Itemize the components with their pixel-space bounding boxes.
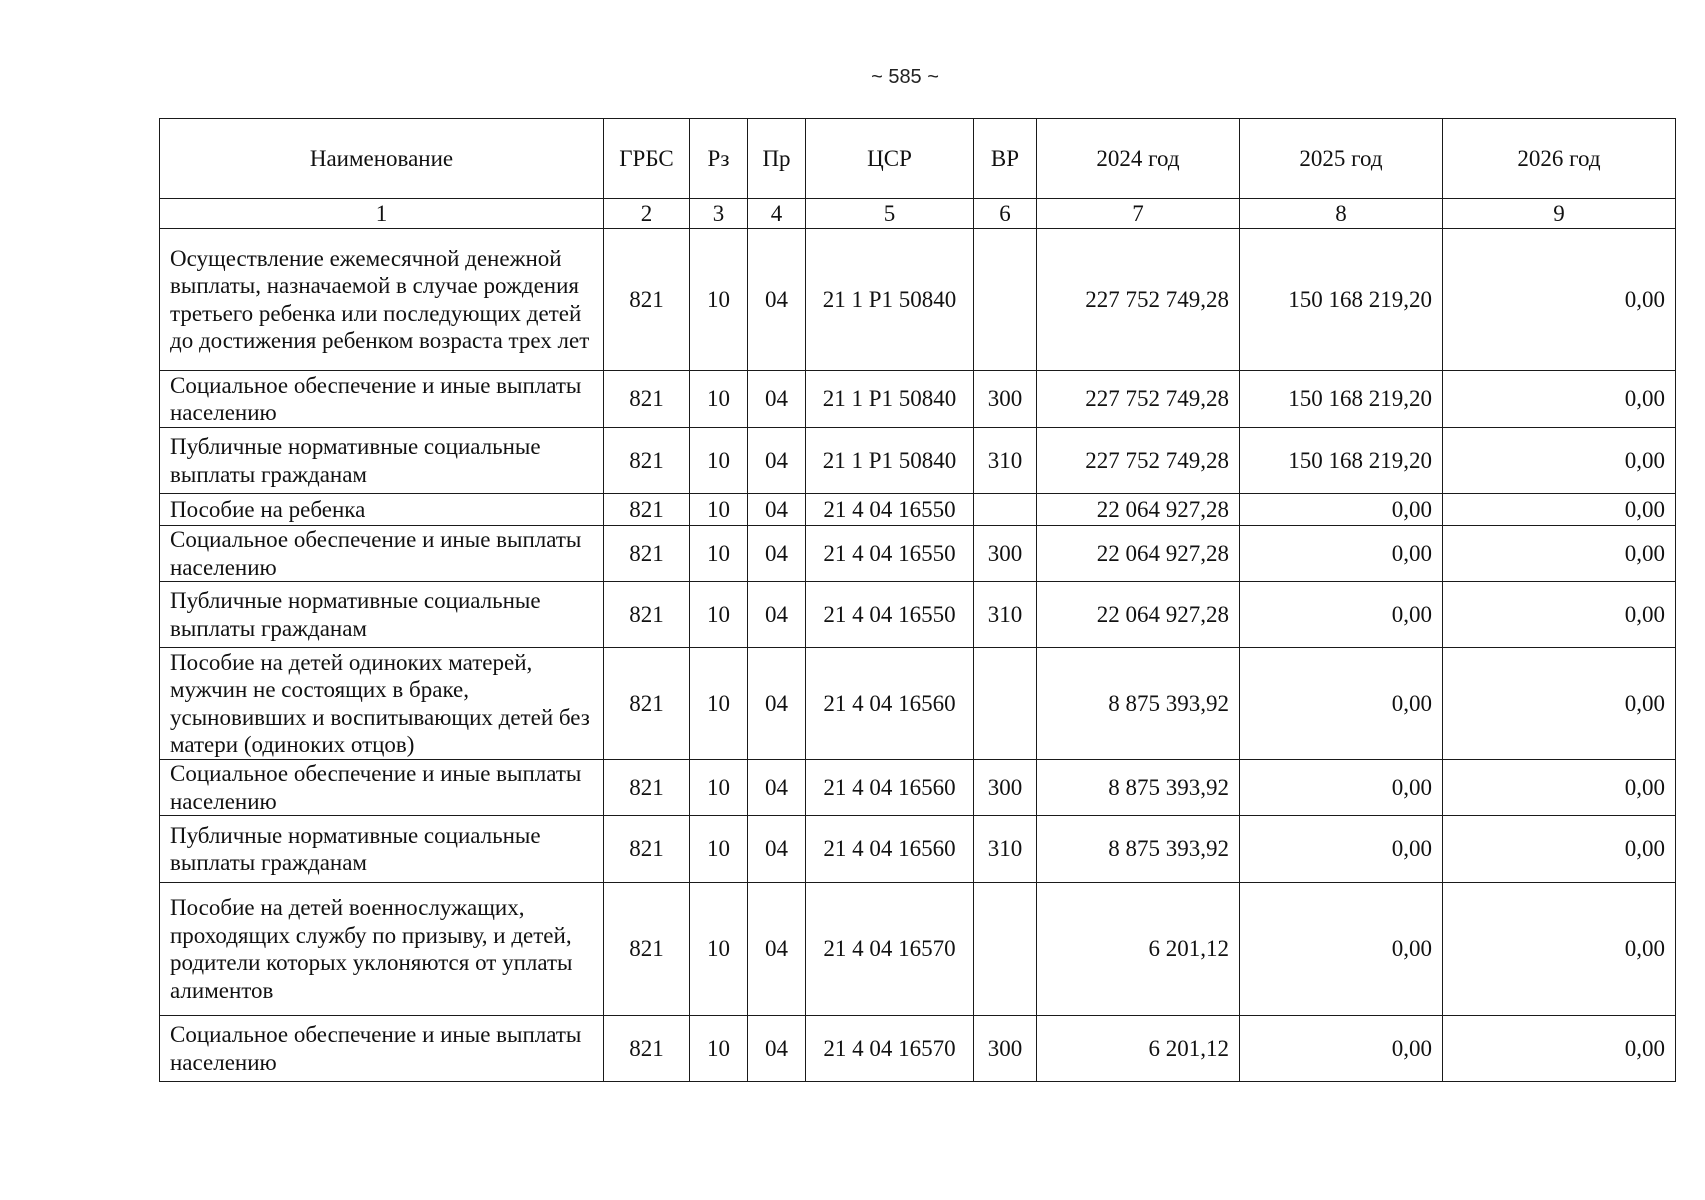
row-rz: 10 [690, 229, 748, 371]
column-number: 2 [604, 199, 690, 229]
header-pr: Пр [748, 119, 806, 199]
row-2025: 0,00 [1240, 883, 1443, 1016]
row-rz: 10 [690, 1016, 748, 1082]
row-vr [974, 883, 1037, 1016]
row-2025: 0,00 [1240, 760, 1443, 816]
row-2026: 0,00 [1443, 526, 1676, 582]
row-name: Пособие на детей одиноких матерей, мужчин не состоящих в браке, усыновивших и воспитывающих детей без матери (одиноких отцов) [160, 648, 604, 760]
row-vr: 300 [974, 371, 1037, 428]
row-name: Социальное обеспечение и иные выплаты населению [160, 526, 604, 582]
row-pr: 04 [748, 582, 806, 648]
column-number: 4 [748, 199, 806, 229]
row-2024: 22 064 927,28 [1037, 526, 1240, 582]
row-2025: 0,00 [1240, 816, 1443, 883]
column-number: 1 [160, 199, 604, 229]
row-grbs: 821 [604, 1016, 690, 1082]
row-pr: 04 [748, 494, 806, 526]
row-2024: 8 875 393,92 [1037, 648, 1240, 760]
row-rz: 10 [690, 582, 748, 648]
row-csr: 21 4 04 16570 [806, 1016, 974, 1082]
row-pr: 04 [748, 816, 806, 883]
row-2024: 227 752 749,28 [1037, 371, 1240, 428]
row-grbs: 821 [604, 883, 690, 1016]
row-2025: 0,00 [1240, 1016, 1443, 1082]
table-row [160, 648, 1676, 760]
row-grbs: 821 [604, 582, 690, 648]
header-vr: ВР [974, 119, 1037, 199]
row-rz: 10 [690, 371, 748, 428]
row-name: Социальное обеспечение и иные выплаты населению [160, 1016, 604, 1082]
row-2024: 6 201,12 [1037, 1016, 1240, 1082]
row-pr: 04 [748, 1016, 806, 1082]
row-name: Публичные нормативные социальные выплаты гражданам [160, 582, 604, 648]
row-pr: 04 [748, 428, 806, 494]
row-name: Социальное обеспечение и иные выплаты населению [160, 760, 604, 816]
table-row [160, 428, 1676, 494]
row-2026: 0,00 [1443, 582, 1676, 648]
row-name: Публичные нормативные социальные выплаты гражданам [160, 816, 604, 883]
row-csr: 21 4 04 16570 [806, 883, 974, 1016]
row-vr [974, 494, 1037, 526]
row-pr: 04 [748, 229, 806, 371]
row-name: Пособие на ребенка [160, 494, 604, 526]
row-csr: 21 4 04 16560 [806, 760, 974, 816]
row-2025: 150 168 219,20 [1240, 229, 1443, 371]
row-2025: 150 168 219,20 [1240, 428, 1443, 494]
row-2024: 22 064 927,28 [1037, 494, 1240, 526]
row-2024: 8 875 393,92 [1037, 760, 1240, 816]
row-vr: 310 [974, 582, 1037, 648]
row-2024: 227 752 749,28 [1037, 229, 1240, 371]
row-grbs: 821 [604, 371, 690, 428]
row-rz: 10 [690, 816, 748, 883]
header-rz: Рз [690, 119, 748, 199]
row-vr: 300 [974, 760, 1037, 816]
row-rz: 10 [690, 883, 748, 1016]
header-2026: 2026 год [1443, 119, 1676, 199]
header-name: Наименование [160, 119, 604, 199]
row-2026: 0,00 [1443, 648, 1676, 760]
row-grbs: 821 [604, 428, 690, 494]
row-name: Осуществление ежемесячной денежной выплаты, назначаемой в случае рождения третьего ребенка или последующих детей до достижения ребенком возраста трех лет [160, 229, 604, 371]
row-pr: 04 [748, 648, 806, 760]
row-grbs: 821 [604, 229, 690, 371]
row-vr [974, 648, 1037, 760]
row-csr: 21 4 04 16550 [806, 494, 974, 526]
row-2025: 0,00 [1240, 582, 1443, 648]
row-name: Публичные нормативные социальные выплаты гражданам [160, 428, 604, 494]
page-number: ~ 585 ~ [871, 66, 939, 88]
row-rz: 10 [690, 428, 748, 494]
column-number: 9 [1443, 199, 1676, 229]
row-rz: 10 [690, 648, 748, 760]
row-pr: 04 [748, 760, 806, 816]
table-row [160, 883, 1676, 1016]
row-vr: 300 [974, 526, 1037, 582]
table-row [160, 371, 1676, 428]
table-row [160, 494, 1676, 526]
row-2026: 0,00 [1443, 428, 1676, 494]
table-row [160, 816, 1676, 883]
column-number-row [160, 199, 1676, 229]
row-pr: 04 [748, 371, 806, 428]
row-2024: 22 064 927,28 [1037, 582, 1240, 648]
row-vr: 300 [974, 1016, 1037, 1082]
row-rz: 10 [690, 526, 748, 582]
header-csr: ЦСР [806, 119, 974, 199]
column-number: 8 [1240, 199, 1443, 229]
row-grbs: 821 [604, 760, 690, 816]
row-2026: 0,00 [1443, 883, 1676, 1016]
table-row [160, 526, 1676, 582]
row-2026: 0,00 [1443, 816, 1676, 883]
row-grbs: 821 [604, 526, 690, 582]
header-grbs: ГРБС [604, 119, 690, 199]
budget-table [159, 118, 1676, 1082]
column-number: 3 [690, 199, 748, 229]
header-2025: 2025 год [1240, 119, 1443, 199]
table-header-row [160, 119, 1676, 199]
row-csr: 21 4 04 16550 [806, 582, 974, 648]
row-vr: 310 [974, 428, 1037, 494]
row-2024: 227 752 749,28 [1037, 428, 1240, 494]
row-2026: 0,00 [1443, 494, 1676, 526]
row-2026: 0,00 [1443, 229, 1676, 371]
row-rz: 10 [690, 494, 748, 526]
row-grbs: 821 [604, 494, 690, 526]
row-csr: 21 1 Р1 50840 [806, 229, 974, 371]
table-row [160, 1016, 1676, 1082]
row-csr: 21 1 Р1 50840 [806, 371, 974, 428]
column-number: 6 [974, 199, 1037, 229]
row-vr: 310 [974, 816, 1037, 883]
header-2024: 2024 год [1037, 119, 1240, 199]
row-2026: 0,00 [1443, 760, 1676, 816]
row-pr: 04 [748, 526, 806, 582]
row-csr: 21 4 04 16550 [806, 526, 974, 582]
row-2024: 8 875 393,92 [1037, 816, 1240, 883]
table-row [160, 760, 1676, 816]
column-number: 5 [806, 199, 974, 229]
row-2025: 0,00 [1240, 526, 1443, 582]
row-csr: 21 4 04 16560 [806, 816, 974, 883]
row-2025: 0,00 [1240, 648, 1443, 760]
row-rz: 10 [690, 760, 748, 816]
row-csr: 21 1 Р1 50840 [806, 428, 974, 494]
row-name: Социальное обеспечение и иные выплаты населению [160, 371, 604, 428]
row-2025: 150 168 219,20 [1240, 371, 1443, 428]
row-pr: 04 [748, 883, 806, 1016]
row-name: Пособие на детей военнослужащих, проходящих службу по призыву, и детей, родители которых уклоняются от уплаты алиментов [160, 883, 604, 1016]
row-vr [974, 229, 1037, 371]
row-grbs: 821 [604, 816, 690, 883]
row-2024: 6 201,12 [1037, 883, 1240, 1016]
row-2025: 0,00 [1240, 494, 1443, 526]
row-grbs: 821 [604, 648, 690, 760]
row-csr: 21 4 04 16560 [806, 648, 974, 760]
table-row [160, 582, 1676, 648]
row-2026: 0,00 [1443, 1016, 1676, 1082]
column-number: 7 [1037, 199, 1240, 229]
table-row [160, 229, 1676, 371]
row-2026: 0,00 [1443, 371, 1676, 428]
